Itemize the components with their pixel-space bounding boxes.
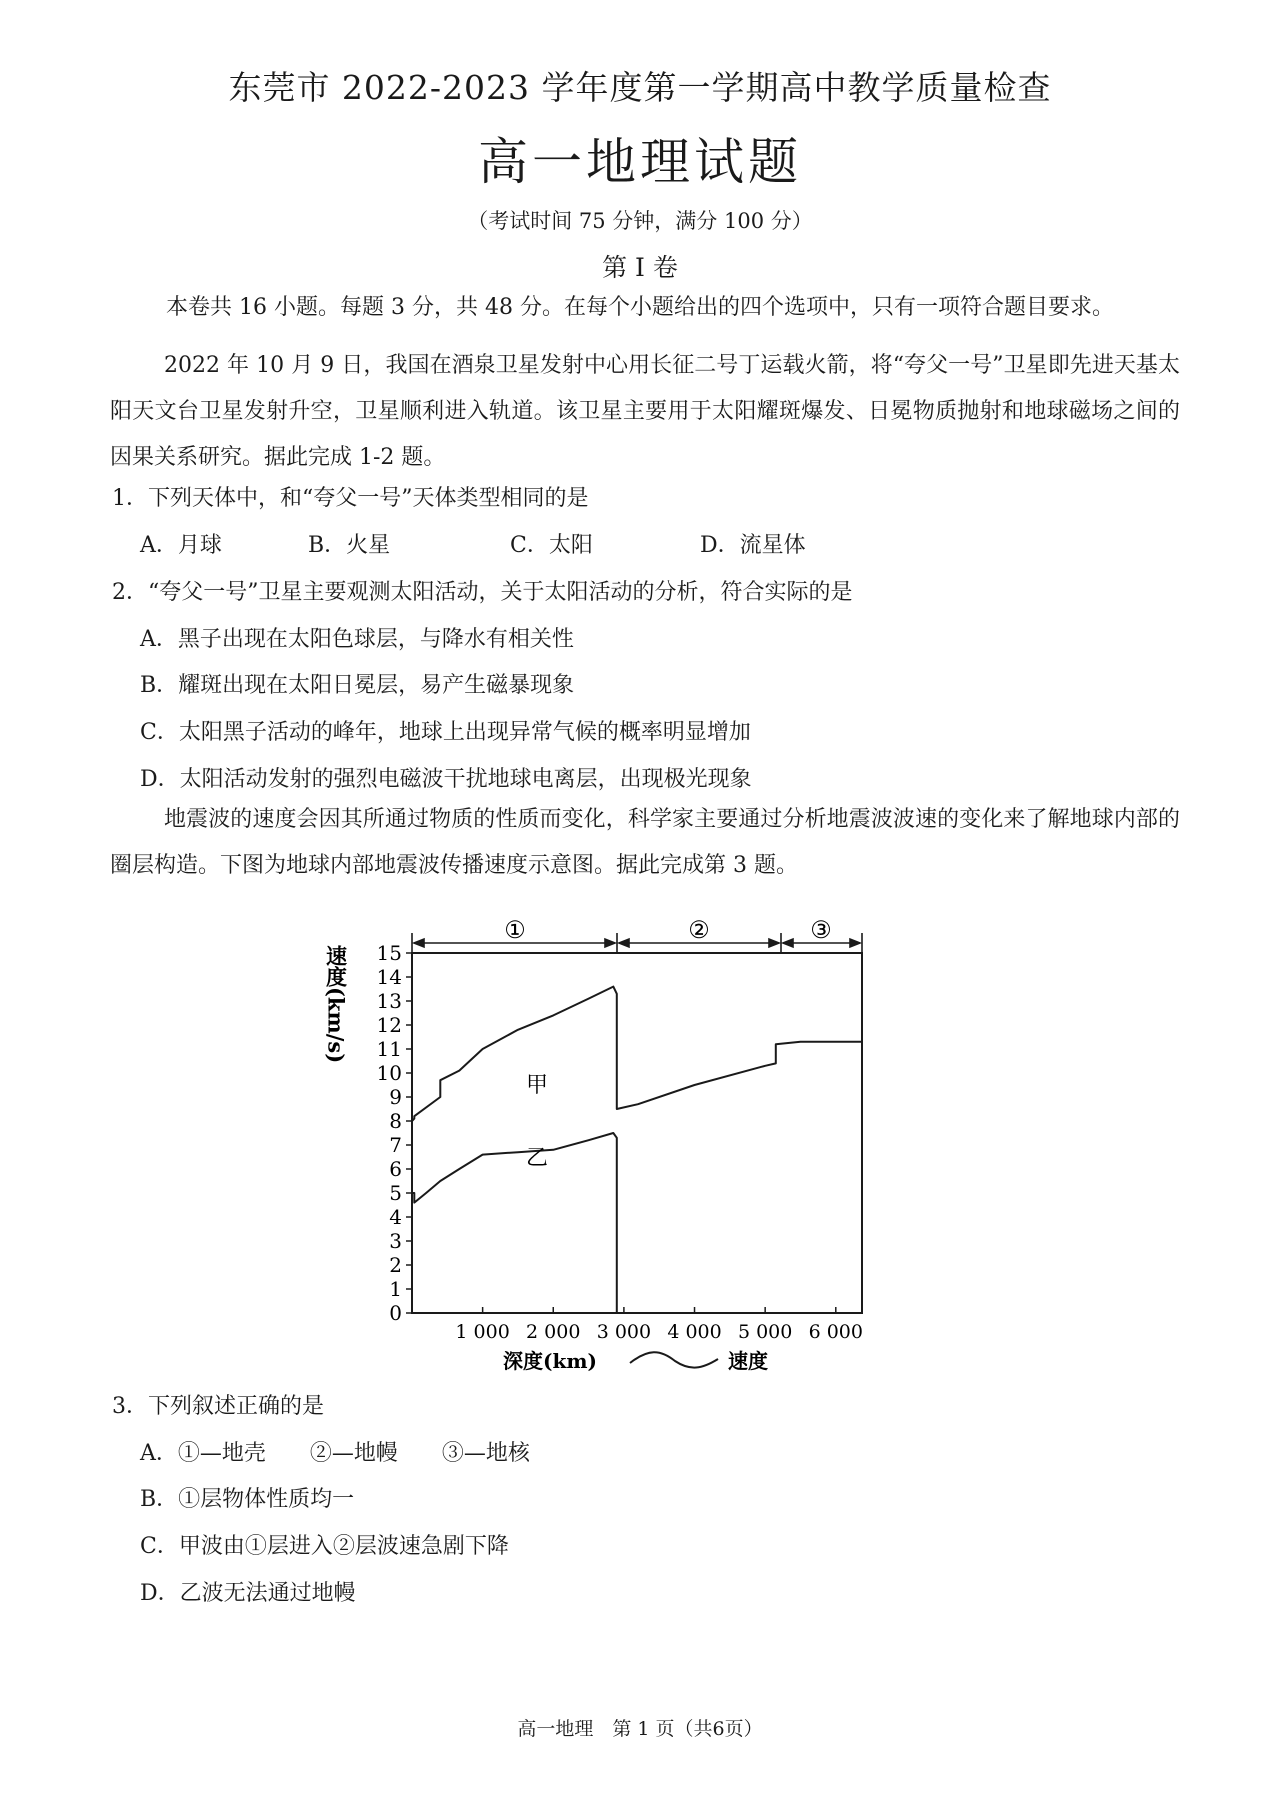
option-b[interactable]: B．火星	[308, 533, 391, 558]
y-tick-label: 15	[376, 941, 402, 965]
series-line-jia	[412, 987, 862, 1121]
passage-1: 2022 年 10 月 9 日，我国在酒泉卫星发射中心用长征二号丁运载火箭，将“夸父一号”卫星即先进天基太阳天文台卫星发射升空，卫星顺利进入轨道。该卫星主要用于太阳耀斑爆发、日冕物质抛射和地球磁场之间的因果关系研究。据此完成 1-2 题。	[110, 353, 1180, 470]
y-tick-label: 5	[389, 1181, 402, 1205]
y-tick-label: 13	[376, 989, 402, 1013]
y-axis-ticks	[377, 941, 412, 1325]
question-2-option-c[interactable]: C．太阳黑子活动的峰年，地球上出现异常气候的概率明显增加	[140, 720, 751, 745]
subject-title: 高一地理试题	[478, 133, 802, 191]
layer-label-3: ③	[810, 916, 832, 944]
y-tick-label: 10	[376, 1061, 402, 1085]
series-layer	[412, 987, 862, 1313]
y-tick-label: 11	[376, 1037, 402, 1061]
y-tick-label: 14	[376, 965, 402, 989]
question-2-option-b[interactable]: B．耀斑出现在太阳日冕层，易产生磁暴现象	[140, 673, 575, 698]
y-tick-label: 12	[376, 1013, 402, 1037]
legend-line-icon	[630, 1352, 718, 1367]
x-tick-label: 3 000	[596, 1321, 652, 1343]
y-tick-label: 4	[389, 1205, 402, 1229]
exam-note: （考试时间 75 分钟，满分 100 分）	[467, 209, 813, 233]
y-tick-label: 7	[389, 1133, 402, 1157]
y-tick-label: 0	[389, 1301, 402, 1325]
curve-label-yi: 乙	[526, 1146, 549, 1171]
y-tick-label: 8	[389, 1109, 402, 1133]
question-2-option-a[interactable]: A．黑子出现在太阳色球层，与降水有相关性	[140, 627, 574, 652]
y-axis-label: 速度(km/s)	[323, 945, 349, 1064]
layer-label-1: ①	[504, 916, 526, 944]
x-tick-label: 5 000	[737, 1321, 793, 1343]
question-3-option-b[interactable]: B．①层物体性质均一	[140, 1487, 355, 1512]
x-tick-label: 1 000	[455, 1321, 510, 1343]
y-tick-label: 3	[389, 1229, 402, 1253]
x-tick-label: 4 000	[667, 1321, 722, 1343]
question-3-stem: 3．下列叙述正确的是	[112, 1394, 324, 1419]
question-3-option-d[interactable]: D．乙波无法通过地幔	[140, 1581, 356, 1606]
legend-label: 速度	[728, 1349, 768, 1373]
question-3-option-c[interactable]: C．甲波由①层进入②层波速急剧下降	[140, 1534, 509, 1559]
x-tick-label: 2 000	[526, 1321, 581, 1343]
passage-2: 地震波的速度会因其所通过物质的性质而变化，科学家主要通过分析地震波波速的变化来了解地球内部的圈层构造。下图为地球内部地震波传播速度示意图。据此完成第 3 题。	[110, 807, 1180, 878]
option-a[interactable]: A．月球	[140, 533, 222, 558]
curve-label-jia: 甲	[526, 1073, 549, 1098]
part-title: 第 I 卷	[602, 253, 678, 282]
question-3-option-a[interactable]: A．①—地壳 ②—地幔 ③—地核	[140, 1441, 530, 1466]
y-tick-label: 6	[389, 1157, 402, 1181]
question-2-option-d[interactable]: D．太阳活动发射的强烈电磁波干扰地球电离层，出现极光现象	[140, 767, 752, 792]
series-line-yi	[412, 1133, 617, 1313]
layer-span-arrows	[412, 933, 862, 953]
plot-frame	[412, 953, 862, 1313]
y-tick-label: 2	[389, 1253, 402, 1277]
y-tick-label: 9	[389, 1085, 402, 1109]
question-1-options	[140, 523, 806, 569]
layer-label-2: ②	[688, 916, 710, 944]
exam-header-title: 东莞市 2022-2023 学年度第一学期高中教学质量检查	[228, 68, 1052, 107]
question-1-stem: 1．下列天体中，和“夸父一号”天体类型相同的是	[112, 486, 589, 511]
option-d[interactable]: D．流星体	[700, 533, 806, 558]
x-tick-label: 6 000	[808, 1321, 863, 1343]
seismic-wave-chart	[323, 905, 890, 1380]
page-footer: 高一地理 第 1 页（共6页）	[517, 1718, 763, 1740]
x-axis-label: 深度(km)	[503, 1349, 597, 1373]
question-2-stem: 2．“夸父一号”卫星主要观测太阳活动，关于太阳活动的分析，符合实际的是	[112, 580, 853, 605]
option-c[interactable]: C．太阳	[510, 533, 593, 558]
y-tick-label: 1	[389, 1277, 402, 1301]
instructions: 本卷共 16 小题。每题 3 分，共 48 分。在每个小题给出的四个选项中，只有一项符合题目要求。	[166, 295, 1114, 320]
